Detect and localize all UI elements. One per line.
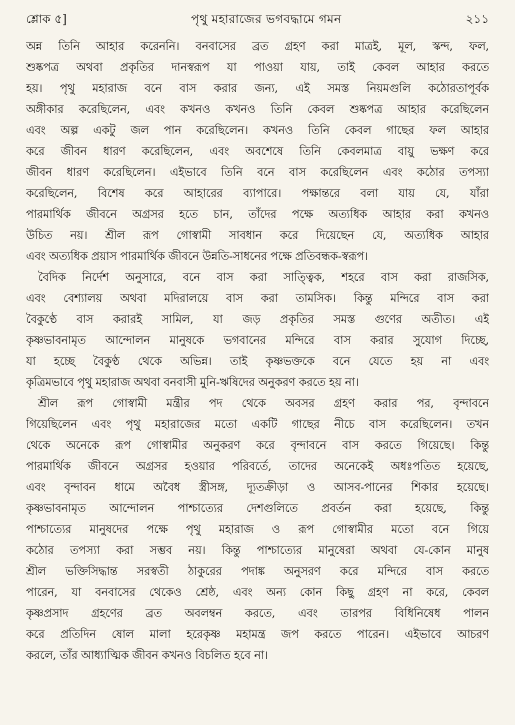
text-line: কঠোর তপস্যা করা সম্ভব নয়। কিন্তু পাশ্চাত্যের মানুষেরা অথবা যে-কোন মানুষ — [26, 544, 489, 557]
text-line: বৈদিক নির্দেশ অনুসারে, বনে বাস করা সাত্ত্বিক, শহরে বাস করা রাজসিক, — [38, 271, 489, 284]
text-line: শুষ্কপত্র অথবা প্রকৃতির দানস্বরূপ যা পাওয়া যায়, তাই কেবল আহার করতে — [26, 61, 489, 74]
text-line: শ্রীল রূপ গোস্বামী মন্ত্রীর পদ থেকে অবসর গ্রহণ করার পর, বৃন্দাবনে — [38, 397, 489, 410]
text-line: জীবন ধারণ করেছিলেন। এইভাবে তিনি বনে বাস করেছিলেন এবং কঠোর তপস্যা — [26, 166, 489, 179]
text-line: এবং অত্যধিক প্রয়াস পারমার্থিক জীবনে উন্নতি-সাধনের পক্ষে প্রতিবন্ধক-স্বরূপ। — [26, 250, 368, 263]
text-line: গিয়েছিলেন এবং পৃথু মহারাজের মতো একটি গাছের নীচে বাস করেছিলেন। তখন — [26, 418, 489, 431]
text-line: উচিত নয়। শ্রীল রূপ গোস্বামী সাবধান করে দিয়েছেন যে, অত্যধিক আহার — [26, 229, 489, 242]
text-line: করে জীবন ধারণ করেছিলেন, এবং অবশেষে তিনি কেবলমাত্র বায়ু ভক্ষণ করে — [26, 145, 489, 158]
text-line: যা হচ্ছে বৈকুণ্ঠ থেকে অভিন্ন। তাই কৃষ্ণভক্তকে বনে যেতে হয় না এবং — [26, 355, 489, 368]
page-number: ২১১ — [465, 12, 489, 26]
text-line: অন্ন তিনি আহার করেননি। বনবাসের ব্রত গ্রহণ করা মাত্রই, মূল, স্কন্দ, ফল, — [26, 40, 489, 53]
text-line: হয়। পৃথু মহারাজ বনে বাস করার জন্য, এই সমস্ত নিয়মগুলি কঠোরতাপূর্বক — [26, 82, 489, 95]
text-line: এবং বৃন্দাবন ধামে অবৈধ স্ত্রীসঙ্গ, দ্যূতক্রীড়া ও আসব-পানের শিকার হয়েছে। — [26, 481, 489, 494]
chapter-title: পৃথু মহারাজের ভগবদ্ধামে গমন — [191, 12, 342, 26]
text-line: অঙ্গীকার করেছিলেন, এবং কখনও কখনও তিনি কেবল শুষ্কপত্র আহার করেছিলেন — [26, 103, 489, 116]
text-line: কৃষ্ণভাবনামৃত আন্দোলন পাশ্চাত্যের দেশগুলিতে প্রবর্তন করা হয়েছে, কিন্তু — [26, 502, 489, 515]
text-line: পারেন, যা বনবাসের থেকেও শ্রেষ্ঠ, এবং অন্য কোন কিছু গ্রহণ না করে, কেবল — [26, 586, 489, 599]
running-header — [26, 8, 489, 30]
verse-reference: শ্লোক ৫] — [26, 12, 67, 26]
text-line: এবং অল্প একটু জল পান করেছিলেন। কখনও তিনি কেবল গাছের ফল আহার — [26, 124, 489, 137]
text-line: থেকে অনেকে রূপ গোস্বামীর অনুকরণ করে বৃন্দাবনে বাস করতে গিয়েছে। কিন্তু — [26, 439, 489, 452]
text-line: কৃষ্ণপ্রসাদ গ্রহণের ব্রত অবলম্বন করতে, এবং তারপর বিধিনিষেধ পালন — [26, 607, 489, 620]
text-line: কৃষ্ণভাবনামৃত আন্দোলন মানুষকে ভগবানের মন্দিরে বাস করার সুযোগ দিচ্ছে, — [26, 334, 489, 347]
text-line: এবং বেশ্যালয় অথবা মদিরালয়ে বাস করা তামসিক। কিন্তু মন্দিরে বাস করা — [26, 292, 489, 305]
text-line: কৃত্রিমভাবে পৃথু মহারাজ অথবা বনবাসী মুনি-ঋষিদের অনুকরণ করতে হয় না। — [26, 376, 359, 389]
text-line: পারমার্থিক জীবনে অগ্রসর হওয়ার পরিবর্তে, তাদের অনেকেই অধঃপতিত হয়েছে, — [26, 460, 489, 473]
text-line: করেছিলেন, বিশেষ করে আহারের ব্যাপারে। পক্ষান্তরে বলা যায় যে, যাঁরা — [26, 187, 489, 200]
text-line: পারমার্থিক জীবনে অগ্রসর হতে চান, তাঁদের পক্ষে অত্যধিক আহার করা কখনও — [26, 208, 489, 221]
text-line: করলে, তাঁর আধ্যাত্মিক জীবন কখনও বিচলিত হবে না। — [26, 649, 268, 662]
text-line: পাশ্চাত্যের মানুষদের পক্ষে পৃথু মহারাজ ও রূপ গোস্বামীর মতো বনে গিয়ে — [26, 523, 489, 536]
body-text — [26, 36, 489, 666]
text-line: বৈকুণ্ঠে বাস করারই সামিল, যা জড় প্রকৃতির সমস্ত গুণের অতীত। এই — [26, 313, 489, 326]
text-line: শ্রীল ভক্তিসিদ্ধান্ত সরস্বতী ঠাকুরের পদাঙ্ক অনুসরণ করে মন্দিরে বাস করতে — [26, 565, 489, 578]
text-line: করে প্রতিদিন ষোল মালা হরেকৃষ্ণ মহামন্ত্র জপ করতে পারেন। এইভাবে আচরণ — [26, 628, 489, 641]
